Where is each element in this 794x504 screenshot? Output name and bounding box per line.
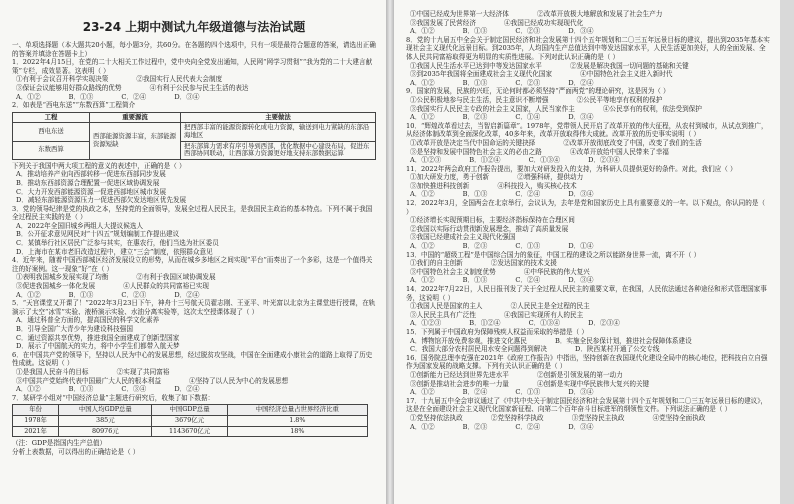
table-cell: 3679亿元 bbox=[152, 415, 227, 426]
q8-item: ③到2035年我国将全面建成社会主义现代化国家 bbox=[410, 70, 553, 79]
q14-item: ③人民民主具有广泛性 bbox=[410, 310, 476, 319]
q2-option: D．减轻东部能源资源压力一促进西部欠发达地区优先发展 bbox=[16, 196, 187, 205]
q2-option: B．推动东西部资源合理配置一促进区域协调发展 bbox=[16, 178, 160, 187]
table-row bbox=[13, 123, 376, 141]
option: B．①③ bbox=[68, 385, 94, 394]
right-page bbox=[394, 0, 780, 504]
question-10: 10．“辉煌改革看过去，当智启新篇章”。1978年，党带领人民开启了改革开放的伟大征程，从农村到城市，从试点到推广，从经济体制改革到全面深化改革，40多年来，改革开放取得伟大成就。改革开放的历史事实说明（ ） bbox=[406, 121, 768, 139]
q13-item: ①我们的自主创新 bbox=[410, 259, 463, 268]
table-cell: 把东部算力需求有序引导到西部，优化数据中心建设布局，促进东西部协同联动，让西部算力资源更好地支持东部数据运算 bbox=[181, 141, 376, 159]
option: B．②③ bbox=[462, 113, 488, 122]
option: D．③④ bbox=[568, 422, 594, 431]
q4-item: ②有利于我国区域协调发展 bbox=[136, 273, 216, 282]
table-cell: 2021年 bbox=[13, 426, 59, 437]
table-header: 中国人均GDP总量 bbox=[59, 405, 152, 416]
option: B．①③ bbox=[462, 190, 488, 199]
option: D．③④ bbox=[568, 113, 594, 122]
q15-item: D．陕西某村开通了公交专线 bbox=[575, 345, 660, 354]
option: C．②④ bbox=[515, 276, 541, 285]
q12-option: ②我国以实际行动贯彻新发展理念，推动了高质量发展 bbox=[410, 224, 569, 233]
table-cell: 东数西算 bbox=[13, 141, 90, 159]
table-cell: 西电东送 bbox=[13, 123, 90, 141]
q9-items bbox=[406, 96, 770, 113]
option: C．①④ bbox=[515, 113, 541, 122]
question-9: 9．国家的发展，民族的兴旺，无论何时都必须坚持“严面两党”的理论研究，这是因为（ ） bbox=[406, 87, 670, 96]
q3-option: C．某镇举行社区居民广泛参与其实，在惠农行，他们当选为社区委员 bbox=[16, 239, 219, 248]
q8-item: ①我国人民生活水平已达到中等发达国家水平 bbox=[410, 61, 542, 70]
option: B．①②④ bbox=[469, 156, 501, 165]
q15-item: A．博物馆开放免费参观，推进文化惠民 bbox=[410, 336, 527, 345]
q5-option: D．展示了中国航天的实力，将中小学生们都带入航天梦 bbox=[16, 342, 180, 351]
q3-option: D．上海市在某市老旧改造过程中，建立“三会”制度，依照群众意见 bbox=[16, 247, 213, 256]
q5-option: C．通过资源共享优势，推进我国全面建成了创新型国家 bbox=[16, 333, 180, 342]
table-header: 主要做法 bbox=[181, 112, 376, 123]
question-5: 5．“天宫课堂又开课了！”2022年3月23日下午，神舟十三号航天员翟志刚、王亚平、叶光富以北京为主课堂进行授课，在轨演示了太空“冰雪”实验、液桥演示实验、水油分离实验等，这次太空授课体现了（ ） bbox=[12, 299, 376, 316]
q7-question: 分析上表数据，可以得出的正确结论是（ ） bbox=[12, 447, 140, 456]
q17-items bbox=[406, 414, 770, 423]
option: C．①③ bbox=[515, 388, 541, 397]
option: C．②③ bbox=[515, 78, 541, 87]
q4-item: ①表明我国城乡发展实现了均衡 bbox=[16, 273, 109, 282]
question-11: 11．2022年两会政府工作报告提出，要加大对研发投入的支持，为科研人员提供更好的条件。对此，我们应（ ） bbox=[406, 164, 737, 173]
option: C．①③ bbox=[515, 242, 541, 251]
q16-item: ②创新是引领发展的第一动力 bbox=[537, 370, 623, 379]
q12-option: ①经济增长实现预期目标，主要经济指标保持在合理区间 bbox=[410, 216, 575, 225]
option: D．③④ bbox=[568, 276, 594, 285]
option: C．③④ bbox=[121, 385, 147, 394]
option: C．②③ bbox=[515, 27, 541, 36]
q1-item: ①有利于会议召开科学实现决策 bbox=[16, 75, 109, 84]
table-header: 工程 bbox=[13, 112, 90, 123]
q7-items bbox=[406, 10, 770, 27]
q10-item: ①改革开放是决定当代中国命运的关键抉择 bbox=[410, 138, 536, 147]
q7-item: ②改革开放极大地解放和发展了社会生产力 bbox=[537, 10, 663, 18]
option: D．②③④ bbox=[588, 156, 620, 165]
q17-item: ④党坚持全面执政 bbox=[652, 413, 706, 422]
q2-option: A．推动培养产业向西部转移一促进东西部同步发展 bbox=[16, 170, 166, 179]
q4-options bbox=[12, 291, 376, 300]
q1-items bbox=[12, 75, 376, 92]
q4-items bbox=[12, 273, 376, 290]
table-cell: 18% bbox=[227, 426, 367, 437]
question-3: 3．党的领导纪律是党的执政之本，坚持党的全面领导，发展全过程人民民主，是我国民主政治的基本特点。下列不属于我国全过程民主实践的是（ ） bbox=[12, 204, 373, 222]
q13-item: ④中华民族的伟大复兴 bbox=[523, 267, 590, 276]
q10-item: ②改革开放彻底改变了中国，改变了我们的生活 bbox=[563, 138, 702, 147]
q16-item: ①创新能力已经达到世界先进水平 bbox=[410, 370, 509, 379]
option: D．③④ bbox=[568, 27, 594, 36]
q6-item: ③中国共产党始终代表中国最广大人民的根本利益 bbox=[16, 376, 162, 385]
table-row bbox=[13, 426, 368, 437]
question-12: 12．2022年3月，全国两会在北京举行，会议认为，去年是党和国家历史上具有重要意义的一年。以下观点，你认同的是（ ） bbox=[406, 199, 766, 216]
question-15: 15．下列属于中国政府为保障残疾人权益而采取的举措是（ ） bbox=[406, 327, 588, 336]
option: D．②③④ bbox=[588, 319, 620, 328]
q9-item: ②公民平等地享有权利的保护 bbox=[576, 95, 663, 104]
q5-option: A．通过科普全方面的，提高国民的科学文化素养 bbox=[16, 316, 160, 325]
q4-item: ④人民群众的共同富裕已实现 bbox=[123, 282, 209, 291]
q7-item: ①中国已经成为世界第一大经济体 bbox=[410, 10, 509, 18]
table-header: 中国GDP总量 bbox=[152, 405, 227, 416]
q7-table bbox=[12, 404, 368, 437]
option: B．①③ bbox=[462, 27, 488, 36]
question-8: 8．党的十九届五中全会关于制定国民经济和社会发展第十四个五年规划和二〇三五年远景目标的建议，提出到2035年基本实现社会主义现代化远景目标。到2035年，人均国内生产总值达到中等发达国家水平，人民生活更加美好，人的全面发展、全体人民共同富裕取得更为明显的实质性进展。下列对此认识正确的是（ ） bbox=[406, 35, 770, 61]
table-row bbox=[13, 141, 376, 159]
q16-items bbox=[406, 371, 770, 388]
q17-item: ③党坚持民主执政 bbox=[571, 413, 625, 422]
q6-items bbox=[12, 368, 376, 385]
q6-item: ①是我国人民奋斗的目标 bbox=[16, 367, 89, 376]
q17-options bbox=[406, 423, 770, 432]
q14-item: ②人民民主是全过程的民主 bbox=[510, 302, 590, 311]
q15-item: C．我国大部分农村居民用水安全问题得到解决 bbox=[410, 345, 547, 354]
q16-item: ④创新是实现中华民族伟大复兴的关键 bbox=[537, 379, 650, 388]
question-16: 16．国务院总理李克强在2021年《政府工作报告》中指出，坚持创新在我国现代化建设全局中的核心地位，把科技自立自强作为国家发展的战略支撑。下列有关认识正确的是（ ） bbox=[406, 353, 768, 371]
question-2: 2．如表是“西电东送”“东数西算”工程简介 bbox=[12, 101, 136, 110]
q11-options bbox=[406, 190, 770, 199]
option: C．②③ bbox=[121, 290, 147, 299]
option: C．②④ bbox=[515, 422, 541, 431]
q3-option: A．2022年全国旧城乡两组人大提议候选人 bbox=[16, 221, 144, 230]
question-7: 7．某研学小组对“中国经济总量”主题进行研究后，收集了如下数据： bbox=[12, 393, 215, 402]
q10-options bbox=[406, 156, 770, 165]
table-cell: 西部能源资源丰富，东部能源资源短缺 bbox=[90, 123, 181, 159]
table-header: 中国经济总量占世界经济比重 bbox=[227, 405, 367, 416]
q1-options bbox=[12, 93, 376, 102]
option: B．①③ bbox=[68, 290, 94, 299]
option: D．③④ bbox=[174, 92, 200, 101]
q14-item: ④我国已实现所有人的民主 bbox=[504, 310, 584, 319]
q2-option: C．大力开发西部能源资源一促进西部地区城市发展 bbox=[16, 187, 167, 196]
option: A．①② bbox=[16, 385, 41, 394]
q11-items bbox=[406, 173, 770, 190]
q10-items bbox=[406, 139, 770, 156]
q11-item: ③加快推进科技创新 bbox=[410, 181, 470, 190]
option: A．①②③ bbox=[410, 156, 442, 165]
q13-items bbox=[406, 259, 770, 276]
option: B．①②④ bbox=[469, 319, 501, 328]
q3-option: B．公开征求意见网民对“十四五”规划编制工作提出建议 bbox=[16, 230, 180, 239]
q11-item: ②增强科研，提供动力 bbox=[517, 173, 584, 182]
table-row bbox=[13, 415, 368, 426]
q17-item: ②党坚持科学执政 bbox=[490, 413, 544, 422]
q4-item: ③促进我国城乡一体化发展 bbox=[16, 282, 96, 291]
q17-item: ①党坚持依法执政 bbox=[410, 413, 463, 422]
question-13: 13．中国的“超级工程”是中国综合国力的象征，中国工程的建设之所以能跻身世界一流，离不开（ ） bbox=[406, 250, 701, 259]
option: D．①④ bbox=[568, 242, 594, 251]
option: A．①② bbox=[410, 27, 435, 36]
q15-items bbox=[406, 337, 770, 354]
question-1: 1．2022年4月15日，在党的二十大相关工作过程中，党中央向全党发出通知，人民网“网学习贯彻”“我为党的二十大建言献策”专栏，成效显著。这表明（ ） bbox=[12, 58, 373, 75]
table-cell: 1143670亿元 bbox=[152, 426, 227, 437]
option: D．③④ bbox=[568, 190, 594, 199]
q7-item: ④我国已经成功实现现代化 bbox=[504, 18, 584, 27]
q13-item: ②发达国家的技术支援 bbox=[490, 259, 557, 268]
table-cell: 385元 bbox=[59, 415, 152, 426]
table-cell: 80976元 bbox=[59, 426, 152, 437]
q14-item: ①我国人民是国家的主人 bbox=[410, 302, 483, 311]
table-cell: 把西部丰富的能源资源转化成电力资源，输送到电力紧缺的东部沿海地区 bbox=[181, 123, 376, 141]
option: B．②③ bbox=[462, 422, 488, 431]
q6-item: ②实现了共同富裕 bbox=[116, 367, 170, 376]
q13-options bbox=[406, 276, 770, 285]
option: B．②④ bbox=[462, 388, 488, 397]
option: A．①② bbox=[410, 242, 435, 251]
question-6: 6．在中国共产党的领导下，坚持以人民为中心的发展思想，经过脱贫攻坚战，中国在全面建成小康社会的道路上取得了历史性成就。这说明（ ） bbox=[12, 350, 373, 368]
q2-table bbox=[12, 112, 376, 160]
q7-options bbox=[406, 27, 770, 36]
q11-item: ①加大研发力度，勇于创新 bbox=[410, 173, 490, 182]
option: A．①② bbox=[410, 276, 435, 285]
q10-item: ③是坚持和发展中国特色社会主义的必由之路 bbox=[410, 147, 542, 156]
section-intro: 一、单项选择题（本大题共20小题，每小题3分，共60分。在各题的四个选项中，只有一项是最符合题意的答案，请选出正确的答案并填涂在答题卡上） bbox=[12, 41, 376, 58]
option: D．②④ bbox=[568, 78, 594, 87]
option: A．①② bbox=[410, 190, 435, 199]
question-14: 14．2022年7月22日，人民日报刊发了关于全过程人民民主的重要文章，在我国，人民依法通过各种途径和形式管理国家事务，这说明（ ） bbox=[406, 285, 767, 302]
q12-option: ③我国已经建成社会主义现代化强国 bbox=[410, 233, 516, 242]
option: B．②③ bbox=[462, 242, 488, 251]
q12-options bbox=[406, 242, 770, 251]
q14-options bbox=[406, 319, 770, 328]
q10-item: ④改革开放给中国人民带来了幸福 bbox=[569, 147, 669, 156]
q1-item: ②我国实行人民代表大会制度 bbox=[136, 75, 223, 84]
option: B．①③ bbox=[462, 276, 488, 285]
option: C．①③④ bbox=[528, 156, 561, 165]
option: A．①② bbox=[410, 422, 435, 431]
q9-options bbox=[406, 113, 770, 122]
option: B．①③ bbox=[462, 78, 488, 87]
table-cell: 1.8% bbox=[227, 415, 367, 426]
q14-items bbox=[406, 302, 770, 319]
question-17: 17．十九届五中全会审议通过了《中共中央关于制定国民经济和社会发展第十四个五年规划和二〇三五年远景目标的建议》，这是在全面建设社会主义现代化国家新征程、向第二个百年奋斗目标进军的纲领性文件。下列说法正确的是（ ） bbox=[406, 396, 768, 414]
option: D．②④ bbox=[174, 385, 200, 394]
option: A．①② bbox=[16, 290, 41, 299]
q6-options bbox=[12, 385, 376, 394]
option: B．①③ bbox=[68, 92, 94, 101]
q2-question: 下列关于我国中两大项工程的意义的表述中，正确的是（ ） bbox=[12, 161, 186, 170]
table-cell: 1978年 bbox=[13, 415, 59, 426]
q7-item: ③我国发展了民营经济 bbox=[410, 18, 476, 27]
q13-item: ③中国特色社会主义制度优势 bbox=[410, 267, 496, 276]
q6-item: ④坚持了以人民为中心的发展思想 bbox=[189, 376, 289, 385]
option: C．②④ bbox=[121, 92, 147, 101]
table-header: 年份 bbox=[13, 405, 59, 416]
q9-item: ③我国实行人民民主专政的社会主义国家，人民当家作主 bbox=[410, 104, 575, 113]
option: A．①②③ bbox=[410, 319, 442, 328]
option: D．②④ bbox=[174, 290, 200, 299]
q8-item: ②发展是解决我国一切问题的基础和关键 bbox=[569, 61, 689, 70]
option: A．①② bbox=[410, 388, 435, 397]
exam-title: 23-24 上期中测试九年级道德与法治试题 bbox=[82, 20, 306, 34]
option: D．③④ bbox=[568, 388, 594, 397]
book-gutter bbox=[386, 0, 394, 504]
q16-item: ③创新是推动社会进步的唯一力量 bbox=[410, 379, 509, 388]
q9-item: ①公民积极地参与民主生活，民主意识不断增强 bbox=[410, 95, 549, 104]
question-4: 4．近年来，随着中国西部城区经济发展设立的形势，从而在城乡多地区之间实现“平台”而奏出了一个多彩，这是一个值得关注的好案例。这一现象“好”在（ ） bbox=[12, 256, 373, 273]
q1-item: ④有利于公民参与民主生活的表达 bbox=[149, 83, 249, 92]
option: A．①② bbox=[16, 92, 41, 101]
option: C．①③④ bbox=[528, 319, 561, 328]
q7-note: （注：GDP是指国内生产总值） bbox=[12, 439, 107, 448]
left-page bbox=[0, 0, 386, 504]
option: A．①② bbox=[410, 78, 435, 87]
q16-options bbox=[406, 388, 770, 397]
q1-item: ③保证会议能够用好群众路线的优势 bbox=[16, 83, 122, 92]
q11-item: ④科技投入，购买核心技术 bbox=[497, 181, 577, 190]
option: C．②④ bbox=[515, 190, 541, 199]
q8-item: ④中国特色社会主义进入新时代 bbox=[580, 70, 673, 79]
q8-items bbox=[406, 62, 770, 79]
q15-item: B．实施全民参保计划，推进社会保障体系建设 bbox=[554, 336, 692, 345]
q5-option: B．引导全国广大青少年为建设科技强国 bbox=[16, 325, 133, 333]
q9-item: ④公民享有的权利，依法受到保护 bbox=[602, 104, 702, 113]
option: A．①② bbox=[410, 113, 435, 122]
table-header: 重要源流 bbox=[90, 112, 181, 123]
